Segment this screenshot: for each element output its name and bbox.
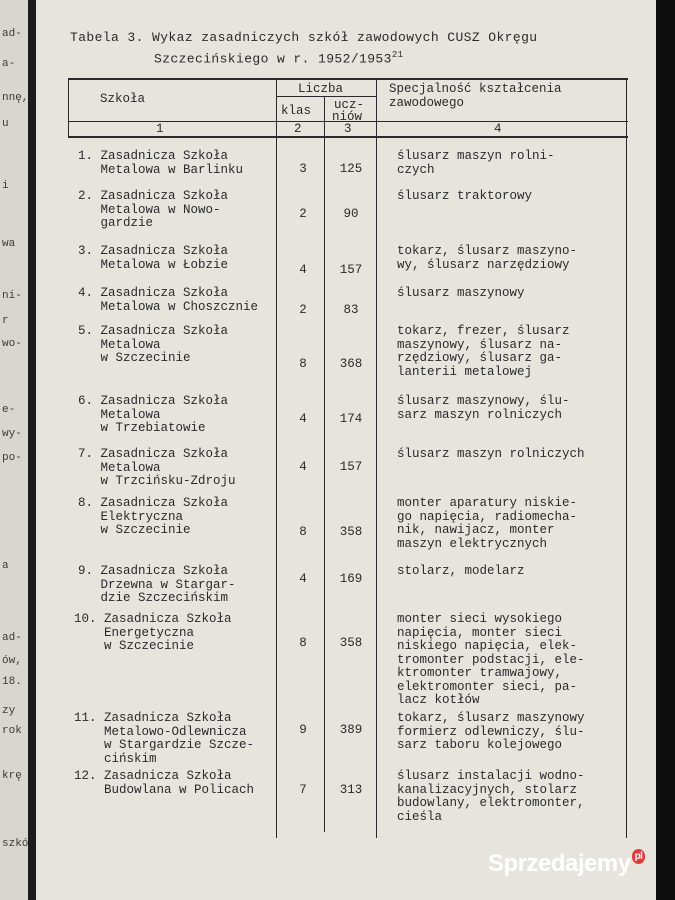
column-divider-3 — [376, 78, 377, 838]
adjacent-page-fragment: rok — [2, 725, 22, 737]
row-school: 5. Zasadnicza Szkoła Metalowa w Szczecinie — [78, 324, 229, 365]
adjacent-page-fragment: e- — [2, 404, 16, 416]
header-specialty-1: Specjalność kształcenia — [389, 82, 562, 96]
adjacent-page-fragment: ów, — [2, 655, 22, 667]
header-specialty-2: zawodowego — [389, 96, 465, 110]
row-classes: 8 — [299, 525, 307, 539]
adjacent-page-fragment: ad- — [2, 28, 22, 40]
table-top-rule — [68, 78, 628, 80]
table-left-border — [68, 78, 69, 137]
row-specialty: tokarz, ślusarz maszynowy formierz odlewniczy, ślu- sarz taboru kolejowego — [397, 711, 585, 752]
row-students: 157 — [339, 460, 363, 474]
table-caption-line1: Tabela 3. Wykaz zasadniczych szkół zawodowych CUSZ Okręgu — [70, 30, 538, 45]
adjacent-page-fragment: nnę, — [2, 92, 29, 104]
row-students: 125 — [339, 162, 363, 176]
watermark-badge: pl — [632, 849, 646, 864]
row-classes: 4 — [299, 572, 307, 586]
column-number-3: 3 — [344, 122, 352, 136]
adjacent-page-fragment: krę — [2, 770, 22, 782]
adjacent-page-fragment: wa — [2, 238, 16, 250]
row-specialty: monter aparatury niskie- go napięcia, radiomecha- nik, nawijacz, monter maszyn elektrycznych — [397, 496, 578, 551]
row-students: 90 — [343, 207, 359, 221]
row-school: 2. Zasadnicza Szkoła Metalowa w Nowo- gardzie — [78, 189, 229, 230]
row-students: 157 — [339, 263, 363, 277]
row-specialty: stolarz, modelarz — [397, 564, 525, 578]
table-right-border — [626, 78, 627, 838]
adjacent-page-fragment: wo- — [2, 338, 22, 350]
background-edge — [656, 0, 675, 900]
header-students-1: ucz- — [334, 98, 365, 112]
row-classes: 2 — [299, 303, 307, 317]
adjacent-page-fragment: szkó — [2, 838, 29, 850]
row-school: 3. Zasadnicza Szkoła Metalowa w Łobzie — [78, 244, 229, 272]
row-classes: 9 — [299, 723, 307, 737]
book-page — [36, 0, 658, 900]
row-school: 8. Zasadnicza Szkoła Elektryczna w Szczecinie — [78, 496, 229, 537]
adjacent-page-strip — [0, 0, 30, 900]
adjacent-page-fragment: ni- — [2, 290, 22, 302]
header-classes: klas — [281, 104, 312, 118]
row-classes: 4 — [299, 460, 307, 474]
row-specialty: ślusarz maszynowy — [397, 286, 525, 300]
footnote-ref: 21 — [391, 50, 404, 60]
row-classes: 7 — [299, 783, 307, 797]
row-students: 313 — [339, 783, 363, 797]
row-students: 83 — [343, 303, 359, 317]
row-specialty: tokarz, ślusarz maszyno- wy, ślusarz narzędziowy — [397, 244, 578, 272]
row-school: 11. Zasadnicza Szkoła Metalowo-Odlewnicza w Stargardzie Szcze- cińskim — [74, 711, 255, 766]
column-divider-2 — [324, 97, 325, 832]
row-specialty: ślusarz instalacji wodno- kanalizacyjnych, stolarz budowlany, elektromonter, cieśla — [397, 769, 585, 824]
table-caption-line2: Szczecińskiego w r. 1952/1953$^{21}$ — [154, 50, 404, 67]
adjacent-page-fragment: zy — [2, 705, 16, 717]
row-classes: 4 — [299, 412, 307, 426]
row-school: 6. Zasadnicza Szkoła Metalowa w Trzebiatowie — [78, 394, 229, 435]
row-students: 358 — [339, 636, 363, 650]
row-classes: 2 — [299, 207, 307, 221]
row-school: 10. Zasadnicza Szkoła Energetyczna w Szczecinie — [74, 612, 232, 653]
row-classes: 8 — [299, 357, 307, 371]
adjacent-page-fragment: i — [2, 180, 9, 192]
header-school: Szkoła — [100, 92, 146, 106]
adjacent-page-fragment: 18. — [2, 676, 22, 688]
row-students: 368 — [339, 357, 363, 371]
count-group-rule — [276, 96, 376, 97]
row-specialty: ślusarz traktorowy — [397, 189, 533, 203]
row-classes: 3 — [299, 162, 307, 176]
column-number-4: 4 — [494, 122, 502, 136]
row-school: 1. Zasadnicza Szkoła Metalowa w Barlinku — [78, 149, 244, 177]
row-students: 358 — [339, 525, 363, 539]
header-students-2: niów — [332, 110, 363, 124]
row-school: 9. Zasadnicza Szkoła Drzewna w Stargar- dzie Szczecińskim — [78, 564, 236, 605]
row-specialty: monter sieci wysokiego napięcia, monter sieci niskiego napięcia, elek- tromonter podstacji, ele- ktromonter tramwajowy, elektromonter sieci, pa- lacz kotłów — [397, 612, 585, 707]
row-students: 174 — [339, 412, 363, 426]
header-count: Liczba — [298, 82, 344, 96]
row-school: 4. Zasadnicza Szkoła Metalowa w Choszcznie — [78, 286, 259, 314]
adjacent-page-fragment: a- — [2, 58, 16, 70]
row-classes: 4 — [299, 263, 307, 277]
row-school: 12. Zasadnicza Szkoła Budowlana w Policach — [74, 769, 255, 797]
adjacent-page-fragment: u — [2, 118, 9, 130]
row-specialty: ślusarz maszyn rolni- czych — [397, 149, 555, 177]
row-specialty: tokarz, frezer, ślusarz maszynowy, ślusarz na- rzędziowy, ślusarz ga- lanterii metalowej — [397, 324, 570, 379]
row-school: 7. Zasadnicza Szkoła Metalowa w Trzcińsku-Zdroju — [78, 447, 236, 488]
column-number-2: 2 — [294, 122, 302, 136]
adjacent-page-fragment: po- — [2, 452, 22, 464]
watermark: Sprzedajemy $^{pl}$ — [488, 850, 644, 878]
adjacent-page-fragment: r — [2, 315, 9, 327]
adjacent-page-fragment: wy- — [2, 428, 22, 440]
row-specialty: ślusarz maszynowy, ślu- sarz maszyn rolniczych — [397, 394, 570, 422]
row-students: 389 — [339, 723, 363, 737]
adjacent-page-fragment: ad- — [2, 632, 22, 644]
row-students: 169 — [339, 572, 363, 586]
column-divider-1 — [276, 78, 277, 838]
row-specialty: ślusarz maszyn rolniczych — [397, 447, 585, 461]
row-classes: 8 — [299, 636, 307, 650]
column-number-1: 1 — [156, 122, 164, 136]
adjacent-page-fragment: a — [2, 560, 9, 572]
column-number-rule — [68, 136, 628, 138]
